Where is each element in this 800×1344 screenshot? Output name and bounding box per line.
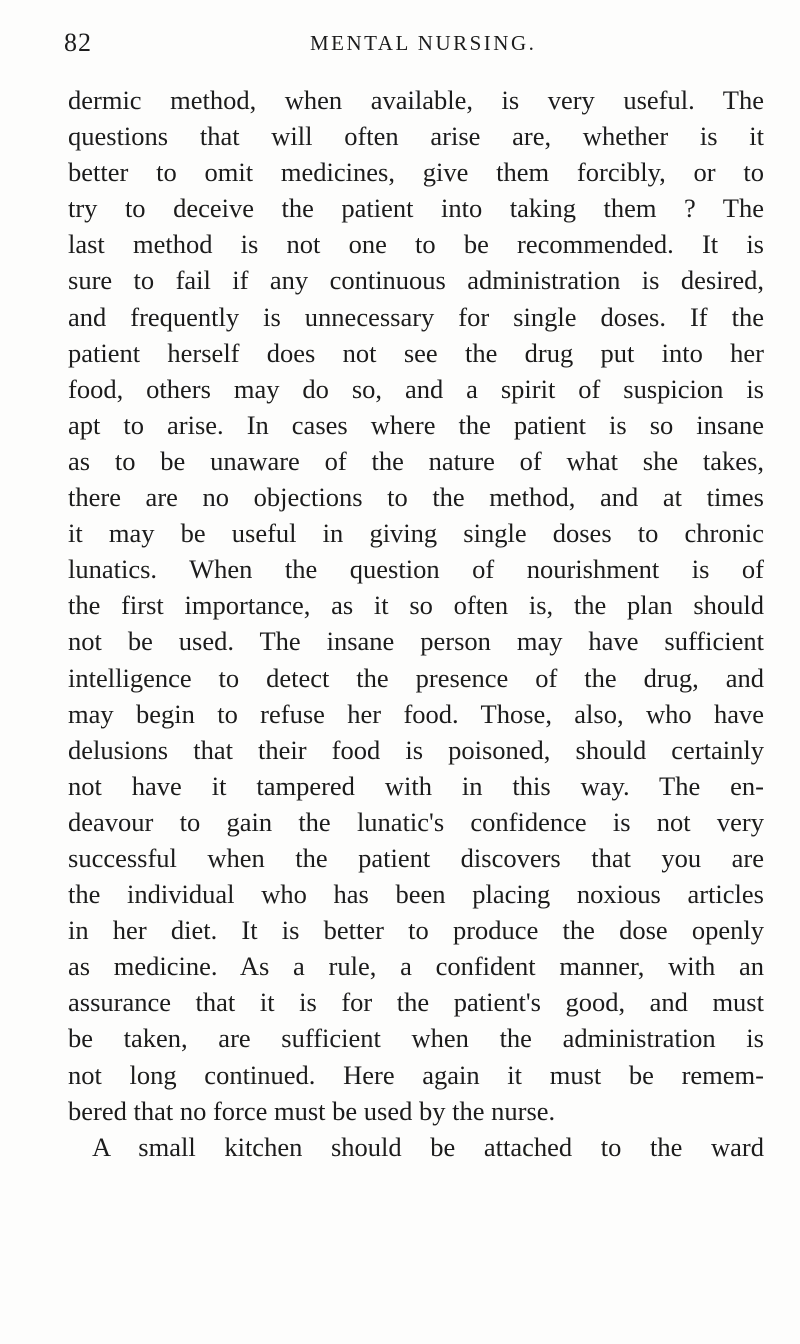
text-line: and frequently is unnecessary for single doses. If the	[68, 301, 764, 332]
text-line: may begin to refuse her food. Those, also, who have	[68, 698, 764, 729]
body-text	[68, 82, 764, 1165]
text-line: in her diet. It is better to produce the dose openly	[68, 915, 764, 946]
text-line: intelligence to detect the presence of the drug, and	[68, 662, 764, 693]
text-line: lunatics. When the question of nourishment is of	[68, 554, 764, 585]
text-line: patient herself does not see the drug put into her	[68, 337, 764, 368]
text-line: sure to fail if any continuous administration is desired,	[68, 265, 764, 296]
page-header	[64, 28, 764, 58]
text-line: the first importance, as it so often is, the plan should	[68, 590, 764, 621]
text-line: not be used. The insane person may have sufficient	[68, 626, 764, 657]
text-line: the individual who has been placing noxious articles	[68, 879, 764, 910]
text-line: deavour to gain the lunatic's confidence is not very	[68, 806, 764, 837]
text-line: as medicine. As a rule, a confident manner, with an	[68, 951, 764, 982]
text-line: it may be useful in giving single doses to chronic	[68, 518, 764, 549]
text-line: successful when the patient discovers that you are	[68, 842, 764, 873]
text-line: try to deceive the patient into taking them ? The	[68, 193, 764, 224]
text-line: assurance that it is for the patient's good, and must	[68, 987, 764, 1018]
text-line: questions that will often arise are, whether is it	[68, 121, 764, 152]
text-line: apt to arise. In cases where the patient is so insane	[68, 409, 764, 440]
text-line: dermic method, when available, is very useful. The	[68, 85, 764, 115]
text-line: food, others may do so, and a spirit of suspicion is	[68, 373, 764, 404]
text-line: not long continued. Here again it must be remem-	[68, 1059, 764, 1090]
text-line-paragraph-start: A small kitchen should be attached to the ward	[92, 1131, 764, 1162]
text-line: delusions that their food is poisoned, should certainly	[68, 734, 764, 765]
running-head: MENTAL NURSING.	[310, 31, 537, 55]
text-line: be taken, are sufficient when the administration is	[68, 1023, 764, 1054]
text-line: better to omit medicines, give them forcibly, or to	[68, 157, 764, 188]
text-line: as to be unaware of the nature of what she takes,	[68, 445, 764, 476]
page-number: 82	[64, 28, 92, 57]
text-line: not have it tampered with in this way. The en-	[68, 770, 764, 801]
text-line: last method is not one to be recommended. It is	[68, 229, 764, 260]
text-line-paragraph-end: bered that no force must be used by the nurse.	[68, 1095, 556, 1126]
text-line: there are no objections to the method, and at times	[68, 482, 764, 513]
